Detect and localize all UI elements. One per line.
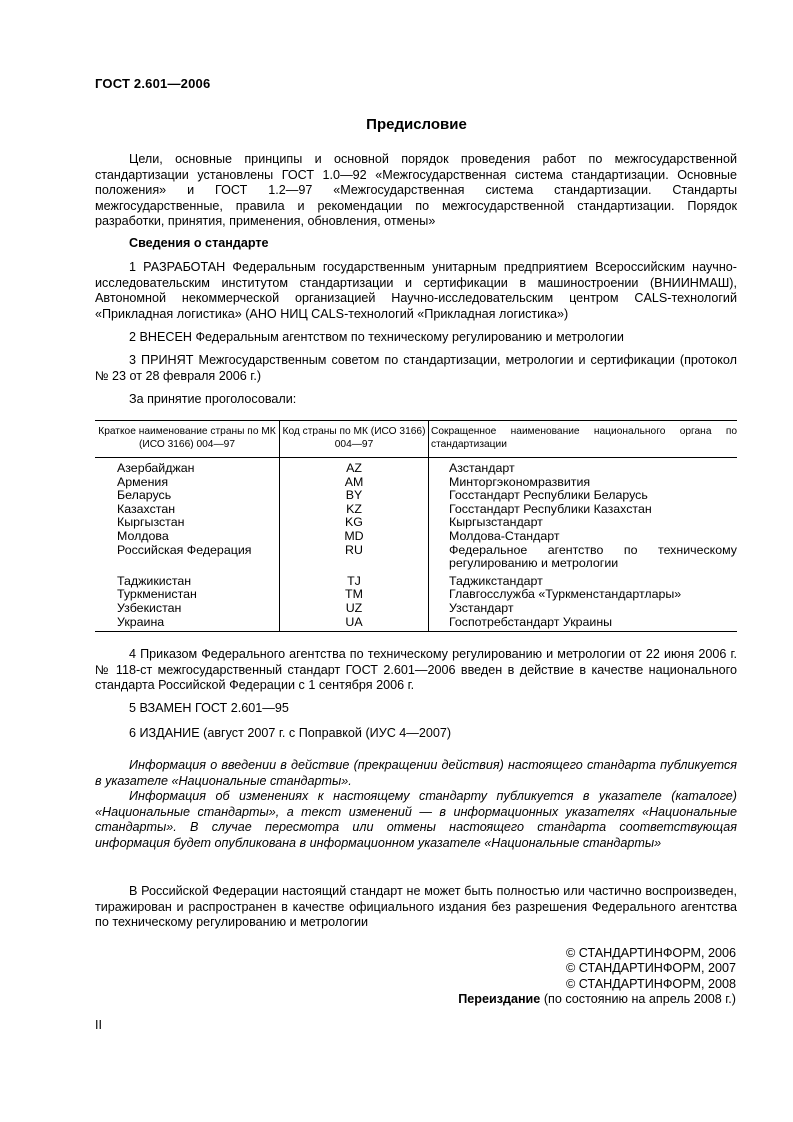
cell-code: RU xyxy=(280,544,429,575)
notice-changes: Информация об изменениях к настоящему стандарту публикуется в указателе (каталоге) «Национальные стандарты», а текст изменений — в информационных указателях «Национальные стандарты». В случае пересмотра или отмены настоящего стандарта соответствующая информация будет опубликована в информационном указателе «Национальные стандарты» xyxy=(95,789,737,850)
table-row xyxy=(95,575,737,589)
cell-body: Минторгэкономразвития xyxy=(449,474,591,489)
cell-body: Госпотребстандарт Украины xyxy=(429,616,738,632)
col-header-body: Сокращенное наименование национального органа по стандартизации xyxy=(429,421,738,458)
cell-country: Армения xyxy=(95,476,280,490)
cell-country: Кыргызстан xyxy=(95,516,280,530)
item-adopted: 3 ПРИНЯТ Межгосударственным советом по стандартизации, метрологии и сертификации (протокол № 23 от 28 февраля 2006 г.) xyxy=(95,353,737,383)
page-title: Предисловие xyxy=(366,116,467,133)
restriction-paragraph: В Российской Федерации настоящий стандарт не может быть полностью или частично воспроизведен, тиражирован и распространен в качестве официального издания без разрешения Федерального агентства по техническому регулированию и метрологии xyxy=(95,884,737,930)
cell-code: TM xyxy=(280,588,429,602)
item-edition-block xyxy=(95,726,737,742)
table-row xyxy=(95,489,737,503)
copyright-line: © СТАНДАРТИНФОРМ, 2008 xyxy=(566,976,736,991)
cell-code: KG xyxy=(280,516,429,530)
intro-paragraph: Цели, основные принципы и основной порядок проведения работ по межгосударственной стандартизации установлены ГОСТ 1.0—92 «Межгосударственная система стандартизации. Основные положения» и ГОСТ 1.2—97 «Межгосударственная система стандартизации. Стандарты межгосударственные, правила и рекомендации по межгосударственной стандартизации. Порядок разработки, принятия, применения, обновления, отмены» xyxy=(95,152,737,229)
copyright-line: © СТАНДАРТИНФОРМ, 2007 xyxy=(566,961,736,976)
page-number: II xyxy=(95,1018,102,1032)
table-row xyxy=(95,588,737,602)
voting-countries-table xyxy=(95,420,737,632)
reprint-line xyxy=(458,992,736,1007)
cell-body: Азстандарт xyxy=(449,461,515,475)
cell-body: Молдова-Стандарт xyxy=(449,528,560,543)
table-row xyxy=(95,544,737,575)
cell-country: Таджикистан xyxy=(95,575,280,589)
cell-country: Российская Федерация xyxy=(95,544,280,575)
table-row xyxy=(95,458,737,476)
voted-label-block xyxy=(95,392,737,408)
info-heading-block xyxy=(95,236,737,252)
cell-code: MD xyxy=(280,530,429,544)
cell-country: Казахстан xyxy=(95,503,280,517)
item-enacted-block xyxy=(95,647,737,694)
cell-country: Украина xyxy=(95,616,280,632)
table-row xyxy=(95,476,737,490)
item-adopted-block xyxy=(95,353,737,384)
cell-code: UA xyxy=(280,616,429,632)
table-row xyxy=(95,602,737,616)
cell-body: Кыргызстандарт xyxy=(449,515,543,530)
col-header-country: Краткое наименование страны по МК (ИСО 3166) 004—97 xyxy=(95,421,280,458)
cell-code: TJ xyxy=(280,575,429,589)
cell-country: Узбекистан xyxy=(95,602,280,616)
table-row xyxy=(95,516,737,530)
item-introduced-block xyxy=(95,330,737,346)
cell-code: KZ xyxy=(280,503,429,517)
cell-country: Беларусь xyxy=(95,489,280,503)
table-row xyxy=(95,530,737,544)
col-header-code: Код страны по МК (ИСО 3166) 004—97 xyxy=(280,421,429,458)
cell-body: Таджикстандарт xyxy=(449,573,543,588)
copyright-line: © СТАНДАРТИНФОРМ, 2006 xyxy=(566,946,736,960)
cell-code: AZ xyxy=(280,458,429,476)
cell-body: Узстандарт xyxy=(449,600,514,615)
voted-label: За принятие проголосовали: xyxy=(129,392,297,406)
cell-country: Азербайджан xyxy=(95,458,280,476)
table-row xyxy=(95,503,737,517)
info-heading: Сведения о стандарте xyxy=(129,236,269,250)
restriction-section xyxy=(95,884,737,931)
item-developed: 1 РАЗРАБОТАН Федеральным государственным унитарным предприятием Всероссийским научно-исследовательским институтом стандартизации и сертификации в машиностроении (ВНИИНМАШ), Автономной некоммерческой организацией Научно-исследовательским центром CALS-технологий «Прикладная логистика» (АНО НИЦ CALS-технологий «Прикладная логистика») xyxy=(95,260,737,321)
item-enacted: 4 Приказом Федерального агентства по техническому регулированию и метрологии от 22 июня 2006 г. № 118-ст межгосударственный стандарт ГОСТ 2.601—2006 введен в действие в качестве национального стандарта Российской Федерации с 1 сентября 2006 г. xyxy=(95,647,737,693)
notice-publication: Информация о введении в действие (прекращении действия) настоящего стандарта публикуется в указателе «Национальные стандарты». xyxy=(95,758,737,788)
reprint-label: Переиздание xyxy=(458,992,541,1007)
cell-code: AM xyxy=(280,476,429,490)
table-header-row xyxy=(95,421,737,458)
cell-body: Главгосслужба «Туркменстандартлары» xyxy=(449,587,682,602)
item-replaces: 5 ВЗАМЕН ГОСТ 2.601—95 xyxy=(129,701,289,715)
document-code-header: ГОСТ 2.601—2006 xyxy=(95,76,211,91)
reprint-note: (по состоянию на апрель 2008 г.) xyxy=(543,992,736,1007)
copyright-block xyxy=(458,946,736,1008)
item-replaces-block xyxy=(95,701,737,717)
intro-section xyxy=(95,152,737,230)
cell-country: Туркменистан xyxy=(95,588,280,602)
cell-body: Федеральное агентство по техническому регулированию и метрологии xyxy=(449,542,737,571)
cell-code: BY xyxy=(280,489,429,503)
cell-code: UZ xyxy=(280,602,429,616)
cell-country: Молдова xyxy=(95,530,280,544)
table-row xyxy=(95,616,737,632)
notices-section xyxy=(95,758,737,852)
item-edition: 6 ИЗДАНИЕ (август 2007 г. с Поправкой (ИУС 4—2007) xyxy=(129,726,452,740)
cell-body: Госстандарт Республики Казахстан xyxy=(449,501,652,516)
item-developed-block xyxy=(95,260,737,322)
cell-body: Госстандарт Республики Беларусь xyxy=(449,488,648,503)
item-introduced: 2 ВНЕСЕН Федеральным агентством по техническому регулированию и метрологии xyxy=(129,330,624,344)
